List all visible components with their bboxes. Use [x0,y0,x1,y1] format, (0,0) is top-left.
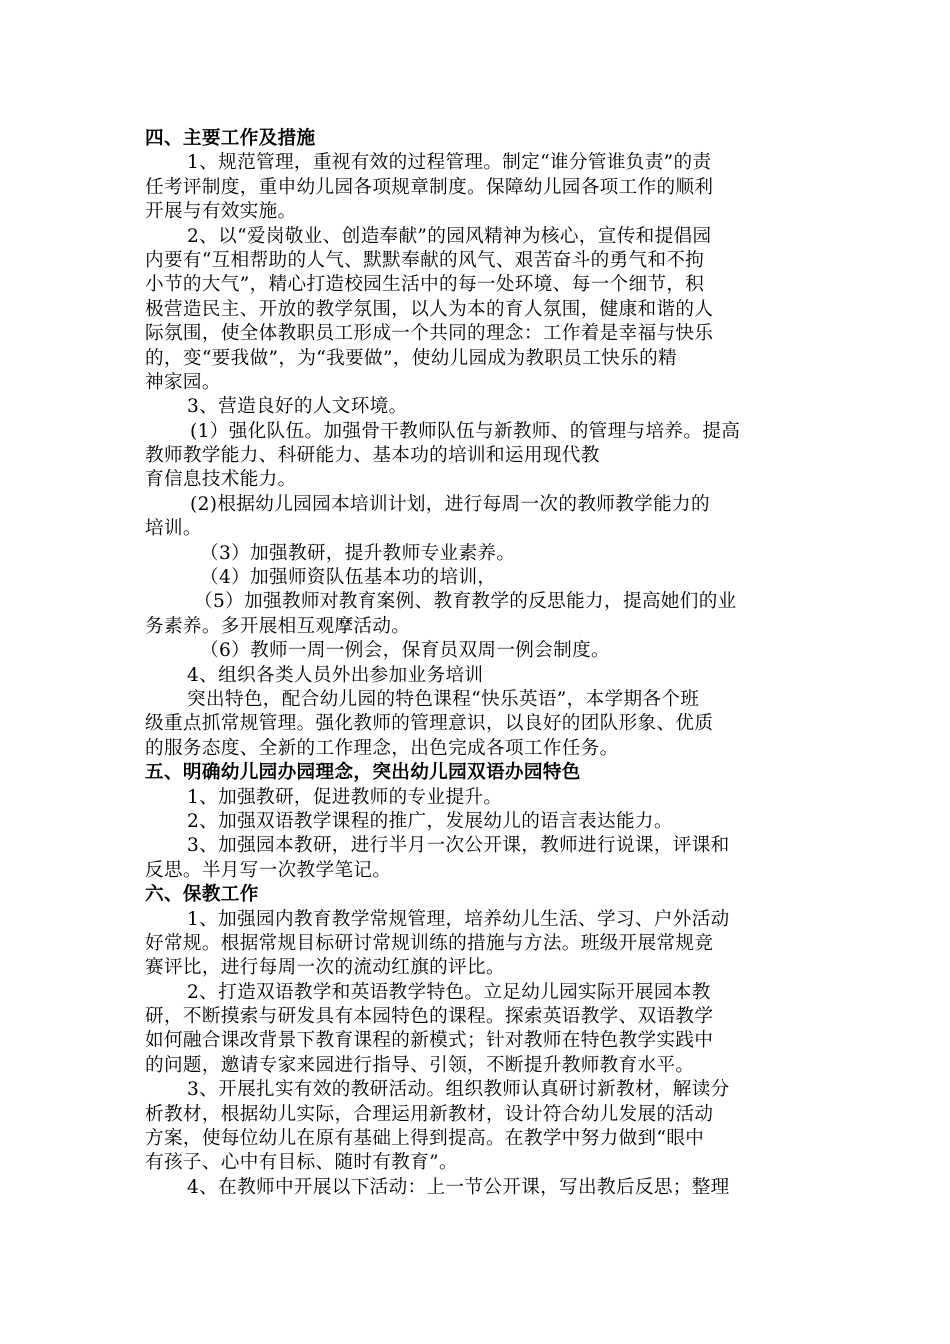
paragraph-line: 1、加强教研，促进教师的专业提升。 [187,786,503,808]
paragraph-line: 4、在教师中开展以下活动：上一节公开课，写出教后反思；整理 [187,1176,730,1198]
paragraph-line: 2、以“爱岗敬业、创造奉献”的园风精神为核心，宣传和提倡园 [187,225,712,247]
paragraph-line: 任考评制度，重申幼儿园各项规章制度。保障幼儿园各项工作的顺利 [145,176,714,198]
paragraph-line: 小节的大气”，精心打造校园生活中的每一处环境、每一个细节，积 [145,274,705,296]
paragraph-line: 的问题，邀请专家来园进行指导、引领，不断提升教师教育水平。 [145,1054,695,1076]
paragraph-line: 1、规范管理，重视有效的过程管理。制定“谁分管谁负责”的责 [187,152,712,174]
paragraph-line: 反思。半月写一次教学笔记。 [145,859,392,881]
paragraph-line: (2)根据幼儿园园本培训计划，进行每周一次的教师教学能力的 [190,493,710,515]
paragraph-line: （6）教师一周一例会，保育员双周一例会制度。 [200,640,610,662]
paragraph-line: 4、组织各类人员外出参加业务培训 [187,664,484,686]
paragraph-line: 务素养。多开展相互观摩活动。 [145,615,411,637]
paragraph-line: 的服务态度、全新的工作理念，出色完成各项工作任务。 [145,737,619,759]
paragraph-line: 1、加强园内教育教学常规管理，培养幼儿生活、学习、户外活动 [187,908,730,930]
paragraph-line: 级重点抓常规管理。强化教师的管理意识，以良好的团队形象、优质 [145,713,714,735]
paragraph-line: 神家园。 [145,371,221,393]
paragraph-line: 3、营造良好的人文环境。 [187,396,408,418]
paragraph-line: 教师教学能力、科研能力、基本功的培训和运用现代教 [145,445,600,467]
paragraph-line: (1）强化队伍。加强骨干教师队伍与新教师、的管理与培养。提高 [190,420,741,442]
paragraph-line: 方案，使每位幼儿在原有基础上得到提高。在教学中努力做到“眼中 [145,1128,705,1150]
paragraph-line: 的，变“要我做”，为“我要做”，使幼儿园成为教职员工快乐的精 [145,347,677,369]
paragraph-line: 研，不断摸索与研发具有本园特色的课程。探索英语教学、双语教学 [145,1006,714,1028]
paragraph-line: 赛评比，进行每周一次的流动红旗的评比。 [145,957,505,979]
document-body [145,127,813,1200]
paragraph-line: （3）加强教研，提升教师专业素养。 [200,542,516,564]
paragraph-line: 内要有“互相帮助的人气、默默奉献的风气、艰苦奋斗的勇气和不拘 [145,249,705,271]
paragraph-line: 开展与有效实施。 [145,201,297,223]
paragraph-line: 育信息技术能力。 [145,469,297,491]
paragraph-line: （4）加强师资队伍基本功的培训， [200,567,497,589]
section-heading-6: 六、保教工作 [145,884,259,906]
paragraph-line: 突出特色，配合幼儿园的特色课程“快乐英语”，本学期各个班 [187,688,700,710]
paragraph-line: （5）加强教师对教育案例、教育教学的反思能力，提高她们的业 [194,591,737,613]
paragraph-line: 极营造民主、开放的教学氛围，以人为本的育人氛围，健康和谐的人 [145,298,714,320]
paragraph-line: 培训。 [145,518,202,540]
paragraph-line: 如何融合课改背景下教育课程的新模式；针对教师在特色教学实践中 [145,1030,714,1052]
section-heading-4: 四、主要工作及措施 [145,128,316,149]
paragraph-line: 际氛围，使全体教职员工形成一个共同的理念：工作着是幸福与快乐 [145,323,714,345]
paragraph-line: 有孩子、心中有目标、随时有教育”。 [145,1152,458,1174]
paragraph-line: 好常规。根据常规目标研讨常规训练的措施与方法。班级开展常规竞 [145,932,714,954]
paragraph-line: 3、开展扎实有效的教研活动。组织教师认真研讨新教材，解读分 [187,1079,730,1101]
paragraph-line: 2、加强双语教学课程的推广，发展幼儿的语言表达能力。 [187,810,673,832]
section-heading-5: 五、明确幼儿园办园理念，突出幼儿园双语办园特色 [145,762,581,784]
paragraph-line: 析教材，根据幼儿实际，合理运用新教材，设计符合幼儿发展的活动 [145,1103,714,1125]
paragraph-line: 2、打造双语教学和英语教学特色。立足幼儿园实际开展园本教 [187,981,711,1003]
paragraph-line: 3、加强园本教研，进行半月一次公开课，教师进行说课，评课和 [187,835,730,857]
